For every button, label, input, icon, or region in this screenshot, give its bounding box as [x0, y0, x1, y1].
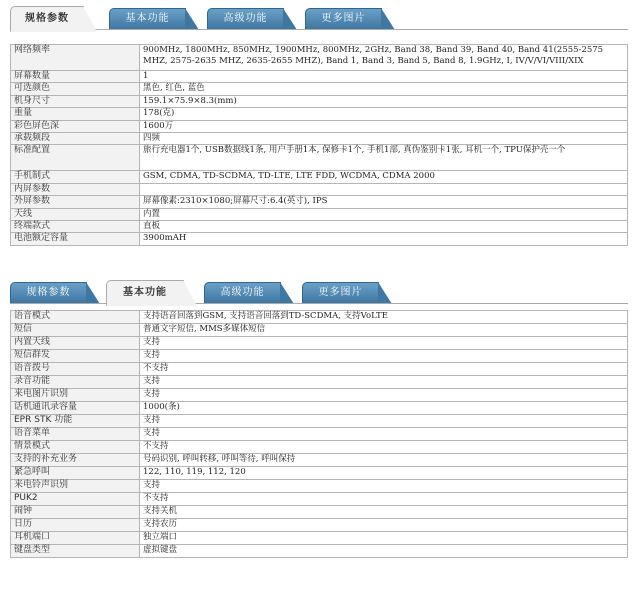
tab-advanced[interactable]: 高级功能: [207, 8, 284, 30]
row-label: 屏幕数量: [11, 71, 140, 83]
row-label: PUK2: [11, 493, 140, 506]
row-label: EPR STK 功能: [11, 415, 140, 428]
table-row: [11, 171, 628, 183]
row-label: 终端款式: [11, 220, 140, 232]
row-value: 屏幕像素:2310×1080;屏幕尺寸:6.4(英寸), IPS: [140, 196, 628, 208]
row-value: 黑色, 红色, 蓝色: [140, 83, 628, 95]
row-value: 支持农历: [140, 519, 628, 532]
table-row: [11, 45, 628, 71]
table-row: [11, 95, 628, 107]
row-value: 支持: [140, 415, 628, 428]
row-value: 独立端口: [140, 532, 628, 545]
table-row: [11, 196, 628, 208]
row-label: 内置天线: [11, 337, 140, 350]
basic-function-panel: [10, 278, 628, 558]
row-value: 1600万: [140, 120, 628, 132]
row-label: 支持的补充业务: [11, 454, 140, 467]
table-row: [11, 120, 628, 132]
tab-basic[interactable]: 基本功能: [106, 280, 184, 306]
row-value: 178(克): [140, 108, 628, 120]
row-label: 耳机端口: [11, 532, 140, 545]
row-label: 日历: [11, 519, 140, 532]
row-label: 可选颜色: [11, 83, 140, 95]
row-value: [140, 183, 628, 195]
row-value: 900MHz, 1800MHz, 850MHz, 1900MHz, 800MHz, 2GHz, Band 38, Band 39, Band 40, Band 41(2555-2575 MHZ, 2575-2635 MHZ, 2635-2655 MHZ), Band 1, Band 3, Band 5, Band 8, 1.9GHz, I, IV/V/VI/VIII/XIX: [140, 45, 628, 71]
table-row: [11, 108, 628, 120]
row-value: 支持: [140, 350, 628, 363]
row-label: 内屏参数: [11, 183, 140, 195]
row-value: 虚拟键盘: [140, 545, 628, 558]
row-label: 录音功能: [11, 376, 140, 389]
row-label: 语音模式: [11, 311, 140, 324]
row-label: 标准配置: [11, 145, 140, 171]
table-row: [11, 545, 628, 558]
row-value: 支持: [140, 376, 628, 389]
table-row: [11, 208, 628, 220]
row-value: GSM, CDMA, TD-SCDMA, TD-LTE, LTE FDD, WCDMA, CDMA 2000: [140, 171, 628, 183]
table-row: [11, 83, 628, 95]
row-label: 手机制式: [11, 171, 140, 183]
row-value: 四频: [140, 132, 628, 144]
row-label: 键盘类型: [11, 545, 140, 558]
table-row: [11, 337, 628, 350]
spec-panel: [10, 4, 628, 246]
table-row: [11, 467, 628, 480]
table-row: [11, 220, 628, 232]
row-value: 普通文字短信, MMS多媒体短信: [140, 324, 628, 337]
tab-bar: [10, 4, 628, 30]
table-row: [11, 480, 628, 493]
row-label: 紧急呼叫: [11, 467, 140, 480]
row-value: 支持语音回落到GSM, 支持语音回落到TD-SCDMA, 支持VoLTE: [140, 311, 628, 324]
table-row: [11, 441, 628, 454]
row-label: 闹钟: [11, 506, 140, 519]
tab-more-images[interactable]: 更多图片: [305, 8, 382, 30]
table-row: [11, 493, 628, 506]
tab-spec[interactable]: 规格参数: [10, 6, 84, 32]
table-row: [11, 233, 628, 245]
table-row: [11, 428, 628, 441]
row-label: 语音拨号: [11, 363, 140, 376]
row-label: 情景模式: [11, 441, 140, 454]
row-label: 语音菜单: [11, 428, 140, 441]
row-value: 支持关机: [140, 506, 628, 519]
table-row: [11, 519, 628, 532]
row-value: 支持: [140, 337, 628, 350]
tab-more-images[interactable]: 更多图片: [302, 282, 379, 304]
row-label: 来电铃声识别: [11, 480, 140, 493]
table-row: [11, 145, 628, 171]
tab-bar: [10, 278, 628, 304]
row-value: 号码识别, 呼叫转移, 呼叫等待, 呼叫保持: [140, 454, 628, 467]
table-row: [11, 71, 628, 83]
row-label: 网络频率: [11, 45, 140, 71]
row-value: 直板: [140, 220, 628, 232]
row-value: 1: [140, 71, 628, 83]
table-row: [11, 415, 628, 428]
table-row: [11, 376, 628, 389]
row-value: 3900mAH: [140, 233, 628, 245]
row-label: 电池额定容量: [11, 233, 140, 245]
table-row: [11, 532, 628, 545]
row-label: 话机通讯录容量: [11, 402, 140, 415]
tab-advanced[interactable]: 高级功能: [204, 282, 281, 304]
row-value: 159.1×75.9×8.3(mm): [140, 95, 628, 107]
table-row: [11, 454, 628, 467]
table-row: [11, 324, 628, 337]
tab-basic[interactable]: 基本功能: [109, 8, 186, 30]
table-row: [11, 363, 628, 376]
row-label: 承载频段: [11, 132, 140, 144]
row-value: 不支持: [140, 493, 628, 506]
row-value: 支持: [140, 428, 628, 441]
row-value: 不支持: [140, 441, 628, 454]
row-value: 不支持: [140, 363, 628, 376]
row-value: 支持: [140, 480, 628, 493]
tab-divider: [10, 29, 628, 30]
row-value: 支持: [140, 389, 628, 402]
row-value: 1000(条): [140, 402, 628, 415]
row-label: 短信群发: [11, 350, 140, 363]
row-value: 122, 110, 119, 112, 120: [140, 467, 628, 480]
row-label: 外屏参数: [11, 196, 140, 208]
row-label: 来电图片识别: [11, 389, 140, 402]
row-label: 短信: [11, 324, 140, 337]
table-row: [11, 350, 628, 363]
row-value: 内置: [140, 208, 628, 220]
row-label: 机身尺寸: [11, 95, 140, 107]
row-label: 彩色屏色深: [11, 120, 140, 132]
table-row: [11, 506, 628, 519]
row-label: 天线: [11, 208, 140, 220]
table-row: [11, 183, 628, 195]
spec-table: [10, 44, 628, 246]
table-row: [11, 389, 628, 402]
row-value: 旅行充电器1个, USB数据线1条, 用户手册1本, 保修卡1个, 手机1部, 真伪鉴别卡1张, 耳机一个, TPU保护壳一个: [140, 145, 628, 171]
tab-divider: [10, 303, 628, 304]
row-label: 重量: [11, 108, 140, 120]
table-row: [11, 402, 628, 415]
table-row: [11, 132, 628, 144]
table-row: [11, 311, 628, 324]
tab-spec[interactable]: 规格参数: [10, 282, 87, 304]
function-table: [10, 310, 628, 558]
